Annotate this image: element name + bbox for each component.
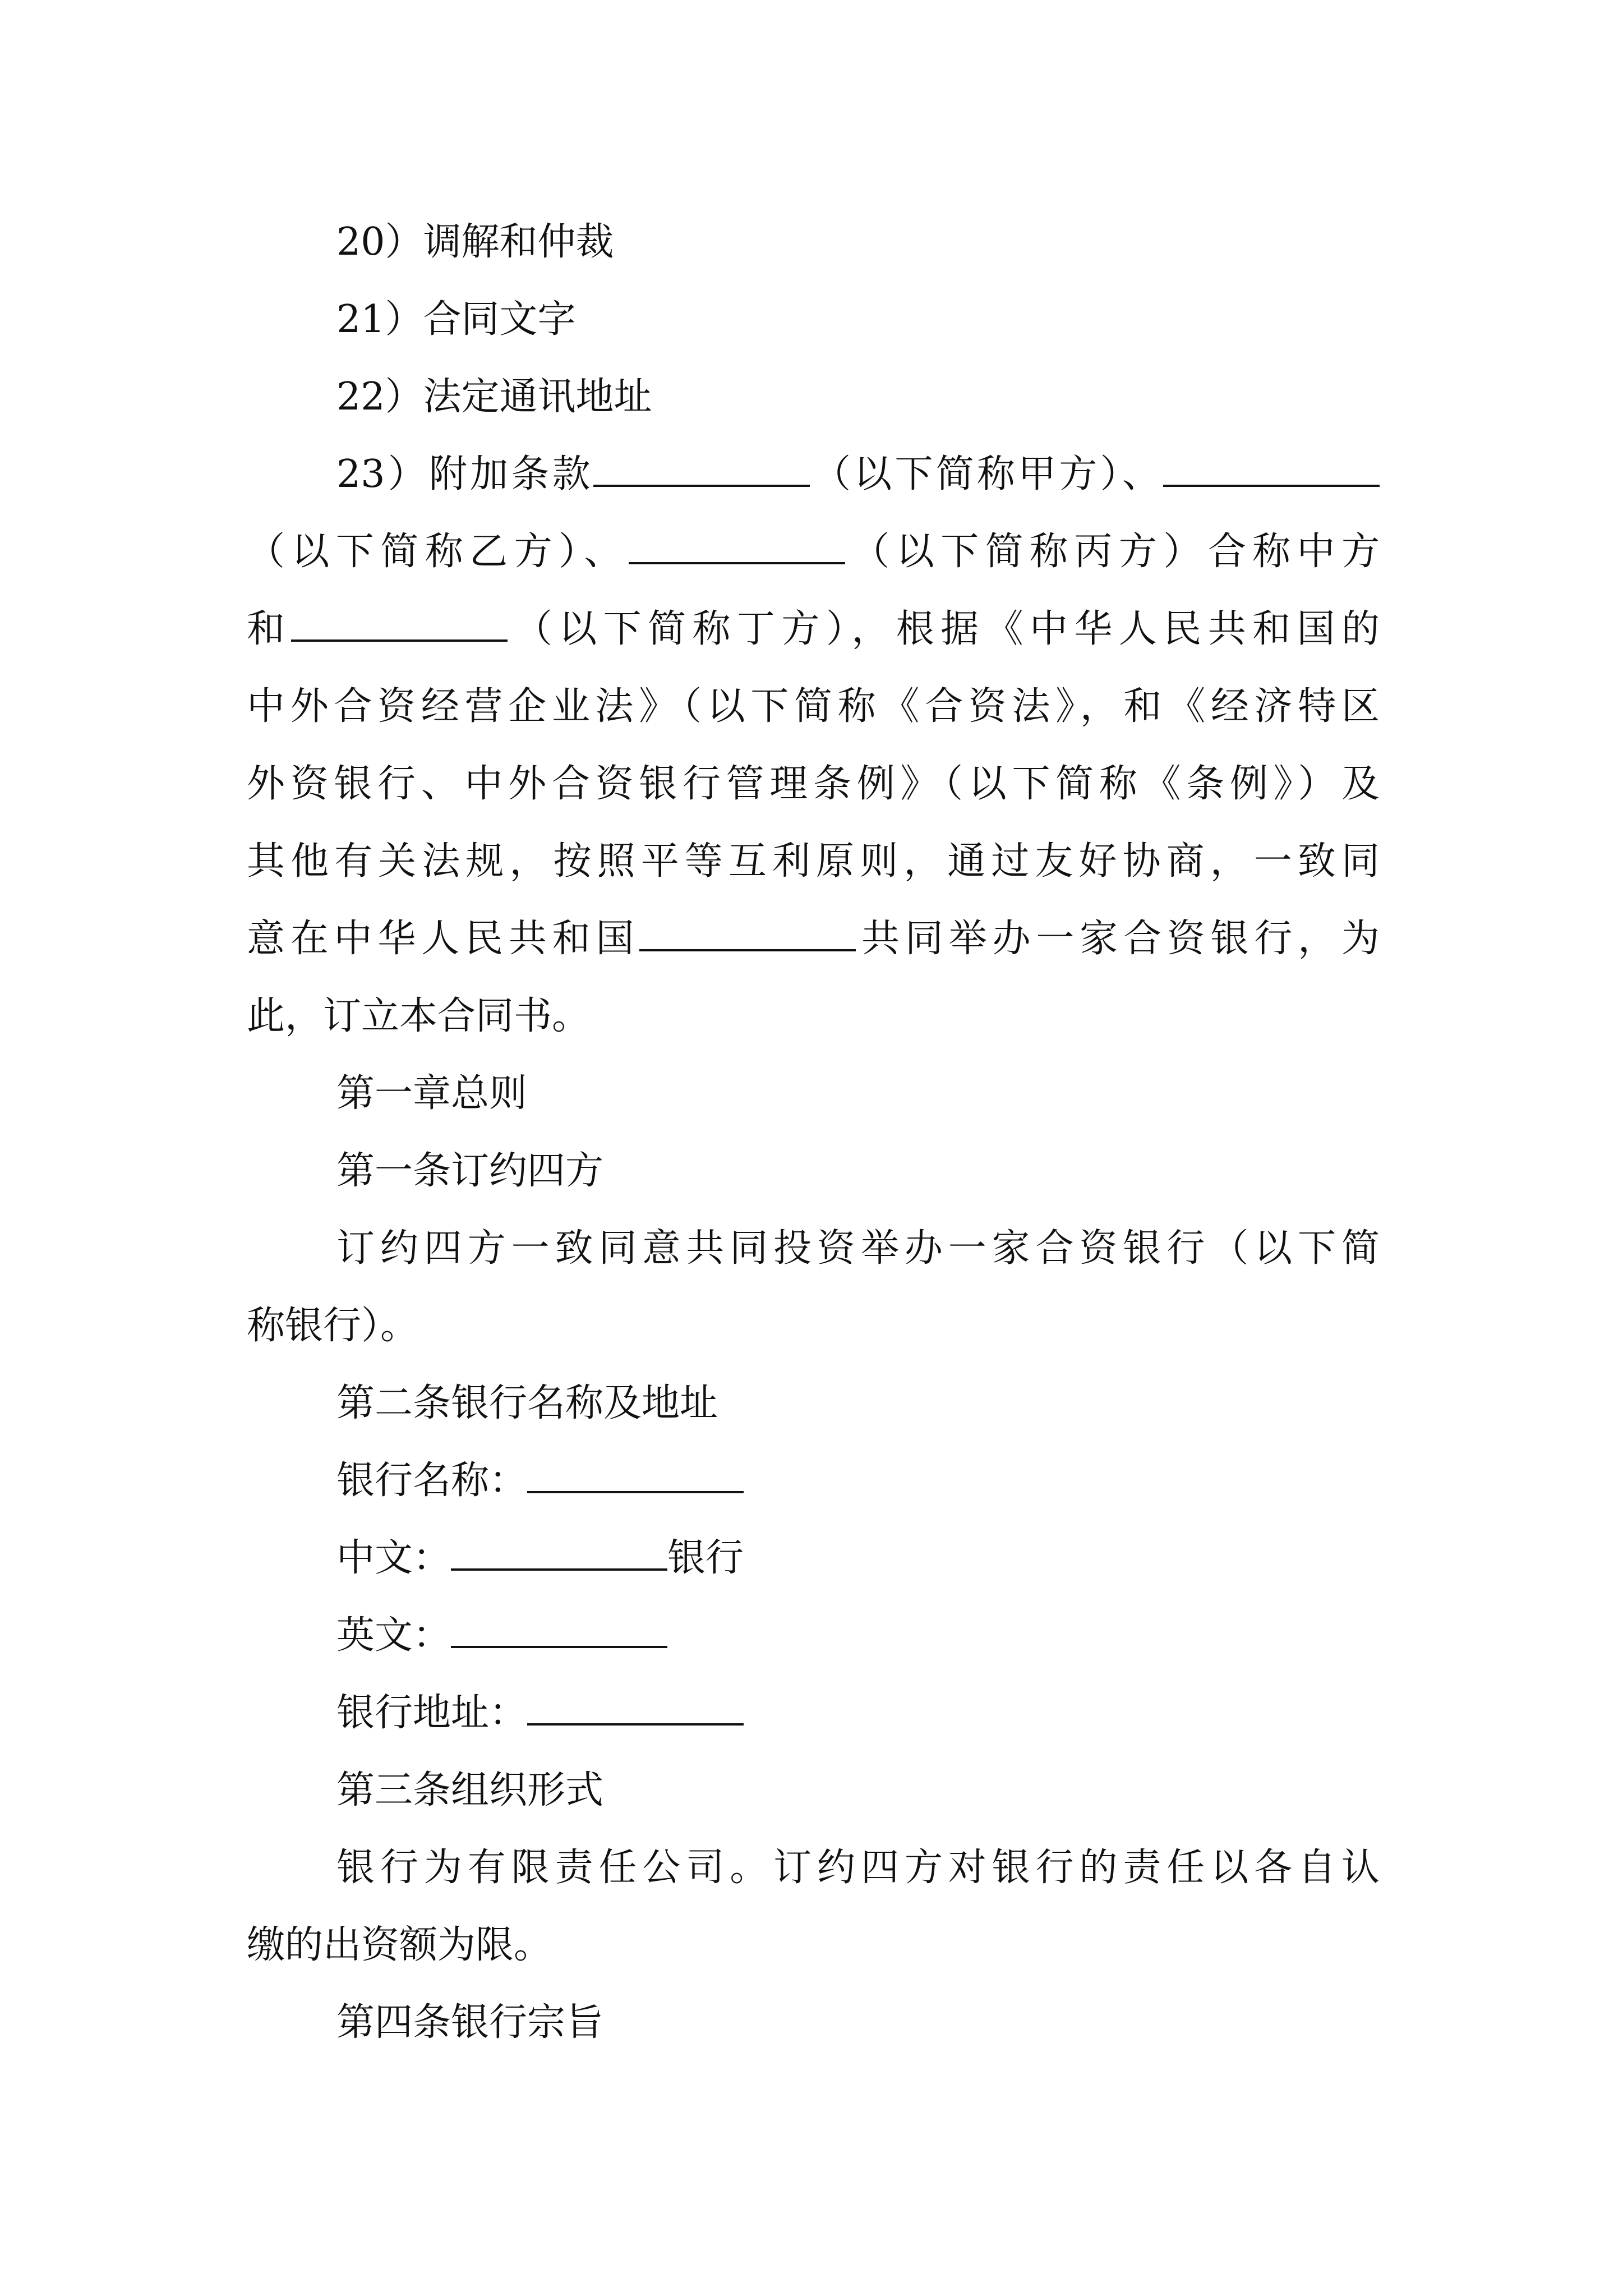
blank-party-b: [1163, 484, 1380, 487]
article-1-body-1: 订约四方一致同意共同投资举办一家合资银行（以下简: [336, 1226, 1380, 1271]
blank-english-name: [451, 1645, 667, 1648]
article-4-title: 第四条银行宗旨: [336, 2000, 604, 2045]
preamble-line-6: 其他有关法规，按照平等互利原则，通过友好协商，一致同: [247, 839, 1380, 884]
article-1-body-2: 称银行）。: [247, 1304, 419, 1348]
article-3-body-2: 缴的出资额为限。: [247, 1923, 552, 1967]
article-1-title: 第一条订约四方: [336, 1149, 604, 1193]
preamble-line-3: 和 （以下简称丁方），根据《中华人民共和国的: [247, 607, 1380, 651]
blank-location: [639, 949, 856, 951]
blank-bank-address: [527, 1723, 744, 1726]
preamble-line-7: 意在中华人民共和国 共同举办一家合资银行，为: [247, 917, 1380, 961]
preamble-line-8: 此，订立本合同书。: [247, 994, 591, 1038]
preamble-line-4: 中外合资经营企业法》（以下简称《合资法》，和《经济特区: [247, 684, 1380, 729]
bank-address-row: 银行地址：: [336, 1685, 1469, 1741]
blank-party-a: [593, 484, 810, 487]
blank-bank-name: [527, 1490, 744, 1493]
toc-item-21: 21）合同文字: [336, 297, 576, 342]
blank-party-c: [629, 562, 845, 564]
blank-party-d: [291, 639, 508, 642]
blank-chinese-name: [451, 1568, 667, 1571]
preamble-line-1: 23）附加条款 （以下简称甲方）、: [336, 447, 1380, 503]
article-3-body-1: 银行为有限责任公司。订约四方对银行的责任以各自认: [336, 1846, 1380, 1890]
article-3-title: 第三条组织形式: [336, 1768, 604, 1812]
chinese-name-row: 中文： 银行: [336, 1536, 744, 1580]
preamble-line-2: （以下简称乙方）、 （以下简称丙方）合称中方: [247, 530, 1380, 574]
chapter-1-title: 第一章总则: [336, 1071, 528, 1116]
toc-item-20: 20）调解和仲裁: [336, 220, 614, 264]
english-name-row: 英文：: [336, 1608, 1469, 1664]
toc-item-22: 22）法定通讯地址: [336, 375, 652, 419]
bank-name-row: 银行名称：: [336, 1453, 1469, 1509]
preamble-line-5: 外资银行、中外合资银行管理条例》（以下简称《条例》）及: [247, 762, 1380, 806]
article-2-title: 第二条银行名称及地址: [336, 1381, 718, 1425]
